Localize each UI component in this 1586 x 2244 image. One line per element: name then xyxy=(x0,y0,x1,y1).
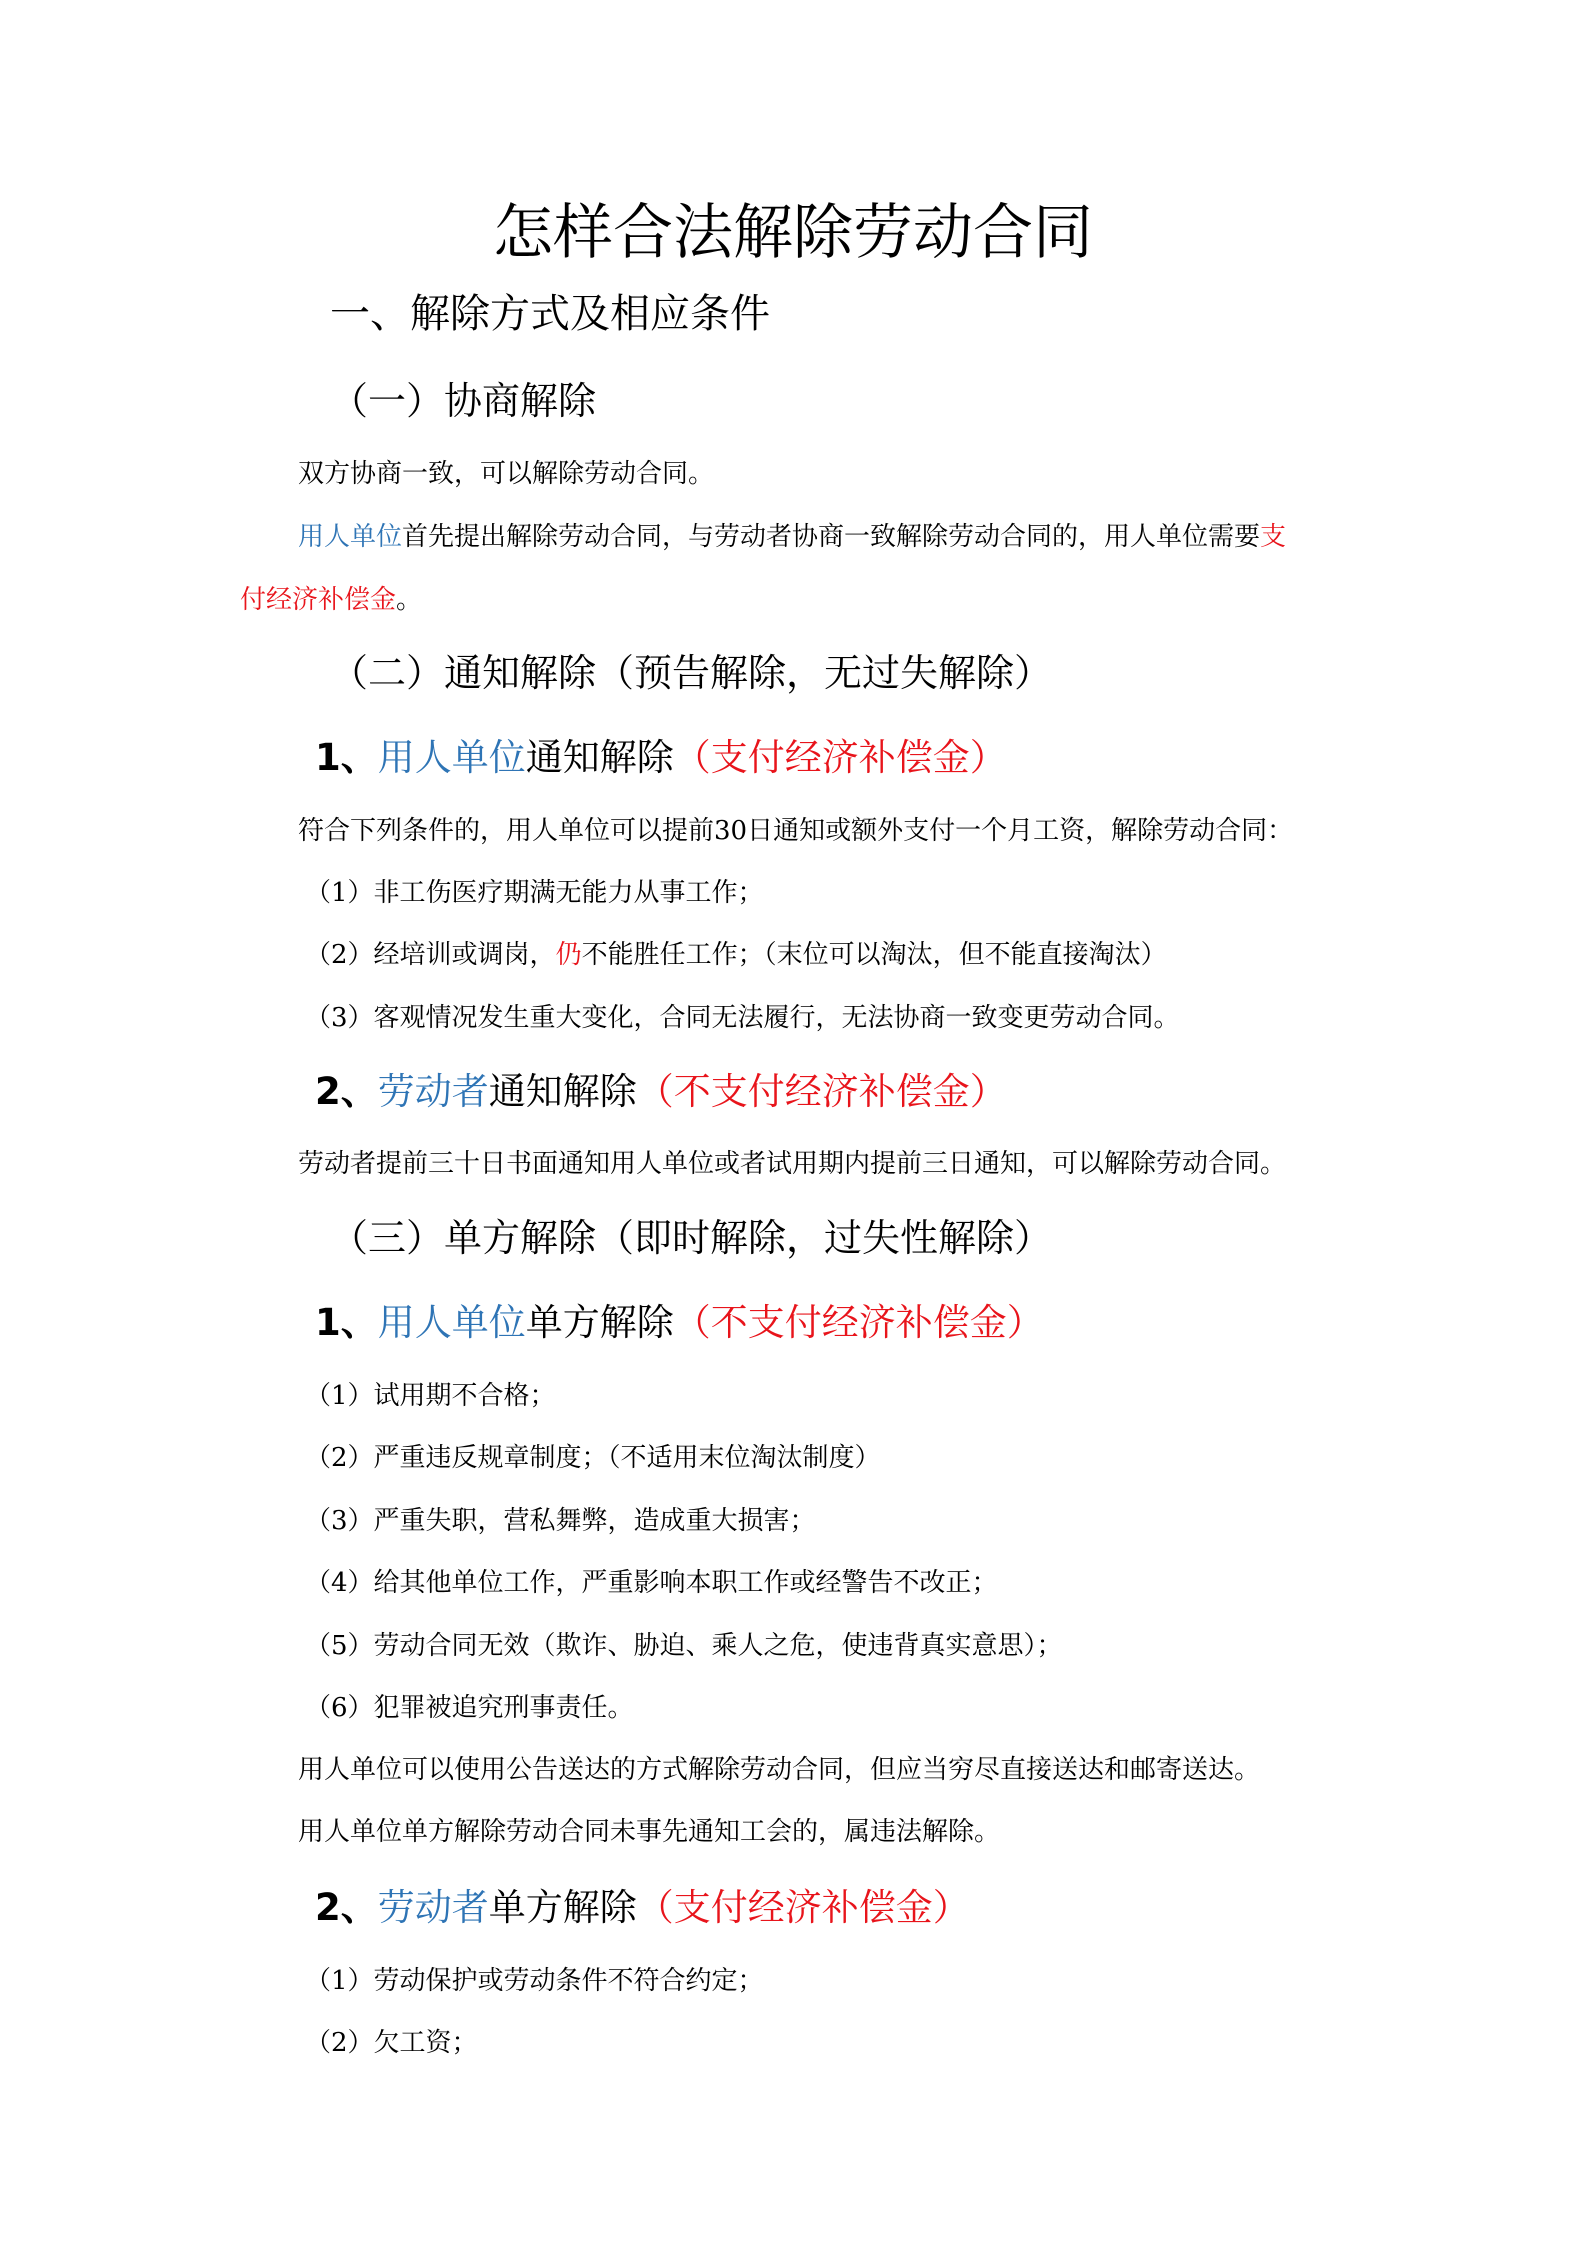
list-item: （2）严重违反规章制度；（不适用末位淘汰制度） xyxy=(305,1443,881,1473)
heading-notice-termination: （二）通知解除（预告解除，无过失解除） xyxy=(330,651,1053,695)
paragraph-employer-initiated: 用人单位首先提出解除劳动合同，与劳动者协商一致解除劳动合同的，用人单位需要支 xyxy=(298,522,1287,552)
list-item: （2）欠工资； xyxy=(305,2028,478,2058)
paragraph-notice-conditions: 符合下列条件的，用人单位可以提前30日通知或额外支付一个月工资，解除劳动合同： xyxy=(298,816,1294,846)
heading-negotiated-termination: （一）协商解除 xyxy=(330,379,597,423)
paragraph-union-notice: 用人单位单方解除劳动合同未事先通知工会的，属违法解除。 xyxy=(298,1817,1001,1847)
term-compensation: 支 xyxy=(1260,522,1287,552)
term-employer: 用人单位 xyxy=(298,522,403,552)
heading-unilateral-termination: （三）单方解除（即时解除，过失性解除） xyxy=(330,1216,1053,1260)
list-item: （5）劳动合同无效（欺诈、胁迫、乘人之危，使违背真实意思）； xyxy=(305,1631,1063,1661)
list-item: （3）客观情况发生重大变化，合同无法履行，无法协商一致变更劳动合同。 xyxy=(305,1003,1180,1033)
list-item: （2）经培训或调岗，仍不能胜任工作；（末位可以淘汰，但不能直接淘汰） xyxy=(305,940,1167,970)
paragraph-worker-notice: 劳动者提前三十日书面通知用人单位或者试用期内提前三日通知，可以解除劳动合同。 xyxy=(298,1149,1287,1179)
list-item: （6）犯罪被追究刑事责任。 xyxy=(305,1693,634,1723)
list-item: （1）试用期不合格； xyxy=(305,1381,556,1411)
list-item: （3）严重失职，营私舞弊，造成重大损害； xyxy=(305,1506,816,1536)
list-item: （1）劳动保护或劳动条件不符合约定； xyxy=(305,1966,764,1996)
document-title: 怎样合法解除劳动合同 xyxy=(493,198,1093,268)
paragraph-employer-initiated-cont: 付经济补偿金。 xyxy=(240,585,423,615)
paragraph-mutual-agreement: 双方协商一致，可以解除劳动合同。 xyxy=(298,459,715,489)
subheading-worker-notice: 2、劳动者通知解除（不支付经济补偿金） xyxy=(315,1070,1007,1113)
section-heading-methods: 一、解除方式及相应条件 xyxy=(330,291,770,337)
subheading-employer-notice: 1、用人单位通知解除（支付经济补偿金） xyxy=(315,736,1007,779)
subheading-employer-unilateral: 1、用人单位单方解除（不支付经济补偿金） xyxy=(315,1301,1044,1344)
subheading-worker-unilateral: 2、劳动者单方解除（支付经济补偿金） xyxy=(315,1886,970,1929)
paragraph-public-notice-service: 用人单位可以使用公告送达的方式解除劳动合同，但应当穷尽直接送达和邮寄送达。 xyxy=(298,1755,1261,1785)
list-item: （4）给其他单位工作，严重影响本职工作或经警告不改正； xyxy=(305,1568,998,1598)
list-item: （1）非工伤医疗期满无能力从事工作； xyxy=(305,878,764,908)
